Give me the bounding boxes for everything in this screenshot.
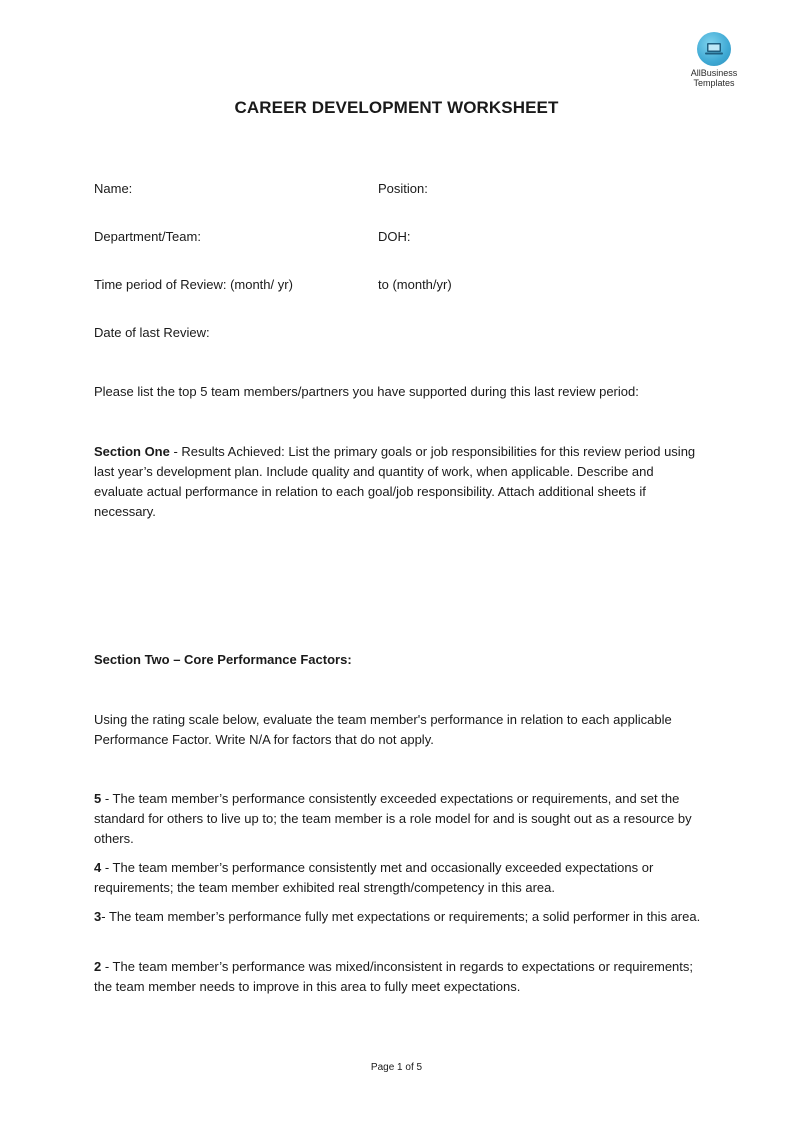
section-two-heading-paragraph bbox=[94, 650, 706, 670]
time-period-label: Time period of Review: (month/ yr) bbox=[94, 277, 293, 292]
rating-score: 5 bbox=[94, 791, 102, 806]
last-review-label: Date of last Review: bbox=[94, 325, 210, 340]
section-one-text: - Results Achieved: List the primary goals or job responsibilities for this review period using last year’s development plan. Include quality and quantity of work, when applicable. Describe and evaluate actual performance in relation to each goal/job responsibility. Attach additional sheets if necessary. bbox=[94, 444, 696, 519]
logo-line-1: AllBusiness bbox=[690, 68, 738, 78]
section-one-heading: Section One bbox=[94, 444, 170, 459]
department-label: Department/Team: bbox=[94, 229, 201, 244]
rating-2 bbox=[94, 957, 706, 997]
logo-line-2: Templates bbox=[693, 78, 735, 88]
top5-prompt: Please list the top 5 team members/partners you have supported during this last review period: bbox=[94, 384, 639, 399]
document-title: CAREER DEVELOPMENT WORKSHEET bbox=[234, 98, 559, 117]
page-number: Page 1 of 5 bbox=[370, 1062, 423, 1073]
doh-label: DOH: bbox=[378, 229, 411, 244]
rating-score: 4 bbox=[94, 860, 102, 875]
rating-text: - The team member’s performance consistently met and occasionally exceeded expectations or requirements; the team member exhibited real strength/competency in this area. bbox=[94, 860, 654, 895]
section-two-heading: Section Two – Core Performance Factors: bbox=[94, 652, 352, 667]
to-period-label: to (month/yr) bbox=[378, 277, 452, 292]
rating-5 bbox=[94, 789, 706, 849]
section-one-paragraph bbox=[94, 442, 706, 522]
rating-score: 2 bbox=[94, 959, 102, 974]
position-label: Position: bbox=[378, 181, 428, 196]
section-two-intro: Using the rating scale below, evaluate the team member's performance in relation to each applicable Performance Factor. Write N/A for factors that do not apply. bbox=[94, 712, 672, 747]
rating-3 bbox=[94, 907, 706, 927]
rating-score: 3 bbox=[94, 909, 102, 924]
name-label: Name: bbox=[94, 181, 133, 196]
rating-text: - The team member’s performance was mixed/inconsistent in regards to expectations or requirements; the team member needs to improve in this area to fully meet expectations. bbox=[94, 959, 694, 994]
rating-4 bbox=[94, 858, 706, 898]
rating-text: - The team member’s performance fully met expectations or requirements; a solid performer in this area. bbox=[101, 909, 701, 924]
rating-text: - The team member’s performance consistently exceeded expectations or requirements, and set the standard for others to live up to; the team member is a role model for and is sought out as a resource by others. bbox=[94, 791, 692, 846]
laptop-icon bbox=[697, 32, 731, 66]
allbusiness-templates-logo bbox=[682, 32, 746, 88]
